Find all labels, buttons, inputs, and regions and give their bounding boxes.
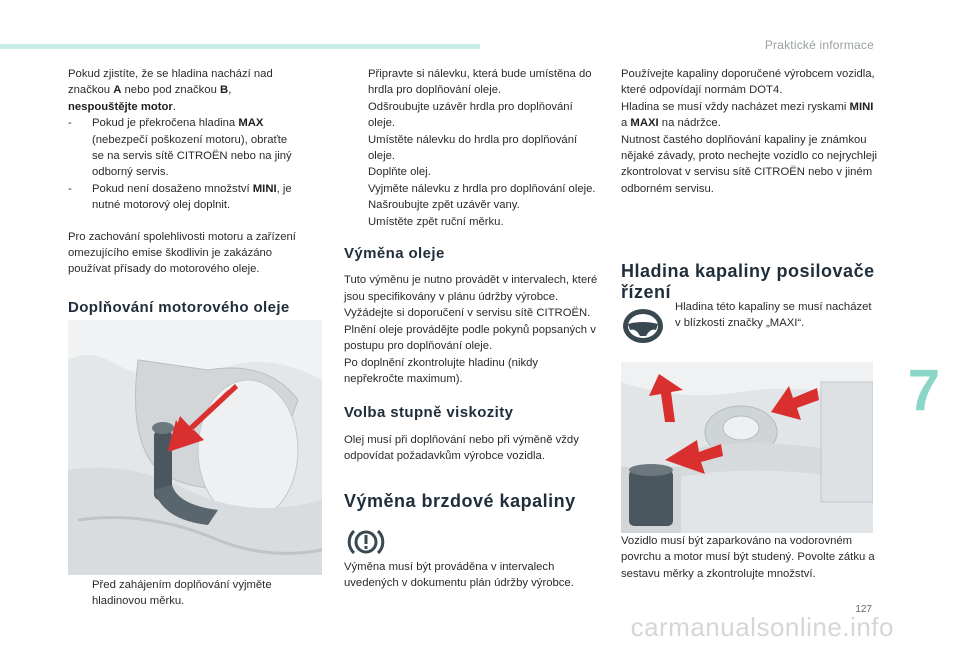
column-middle [344,66,600,512]
list-item: Před zahájením doplňování vyjměte hladinovou měrku. [92,579,272,608]
oil-change-paragraph-2: Plnění oleje provádějte podle pokynů popsaných v postupu pro doplňování oleje. [344,323,596,353]
header-accent-bar [0,44,480,49]
dot4-paragraph: Používejte kapaliny doporučené výrobcem vozidla, které odpovídají normám DOT4. [621,68,875,97]
oil-change-paragraph: Tuto výměnu je nutno provádět v intervalech, které jsou specifikovány v plánu údržby výrobce. Vyžádejte si doporučení v servisu sítě CITROËN. [344,274,598,320]
watermark: carmanualsonline.info [630,612,894,642]
list-item: Vyjměte nálevku z hrdla pro doplňování oleje. [368,182,596,195]
page-number: 127 [855,604,872,615]
column-right-bottom: Vozidlo musí být zaparkováno na vodorovném povrchu a motor musí být studený. Povolte zátku a sestavu měrky a zkontrolujte množství. [621,535,875,580]
list-item: Doplňte olej. [368,166,431,179]
column-left-bottom [68,577,300,610]
brake-fluid-text: Výměna musí být prováděna v intervalech uvedených v dokumentu plán údržby výrobce. [344,561,574,590]
heading-viscosity: Volba stupně viskozity [344,404,514,422]
steering-wheel-icon [620,306,666,346]
heading-brake-fluid: Výměna brzdové kapaliny [344,490,576,511]
list-item: Připravte si nálevku, která bude umístěna do hrdla pro doplňování oleje. [368,68,592,97]
list-item: Odšroubujte uzávěr hrdla pro doplňování oleje. [368,100,573,130]
min-max-paragraph: Hladina se musí vždy nacházet mezi ryskami MINI a MAXI na nádržce. [621,100,874,130]
viscosity-paragraph: Olej musí při doplňování nebo při výměně vždy odpovídat požadavkům výrobce vozidla. [344,433,579,463]
additives-paragraph: Pro zachování spolehlivosti motoru a zařízení omezujícího emise škodlivin je zakázáno používat přísady do motorového oleje. [68,230,296,276]
list-item: Umístěte zpět ruční měrku. [368,215,504,228]
column-right [621,66,879,303]
list-item: Našroubujte zpět uzávěr vany. [368,199,520,212]
engine-oil-filler-photo [68,320,322,575]
power-steering-reservoir-photo [621,362,873,533]
column-left [68,66,300,316]
oil-change-paragraph-3: Po doplnění zkontrolujte hladinu (nikdy nepřekročte maximum). [344,356,539,385]
intro-paragraph: Pokud zjistíte, že se hladina nachází nad značkou A nebo pod značkou B, nespouštějte motor. [68,68,273,113]
refill-steps-list [344,66,600,230]
steering-icon-note: Hladina této kapaliny se musí nacházet v blízkosti značky „MAXI“. [675,301,872,330]
section-title: Praktické informace [764,38,874,52]
chapter-number: 7 [907,358,940,423]
frequent-refill-paragraph: Nutnost častého doplňování kapaliny je známkou nějaké závady, proto nechejte vozidlo co nejrychleji zkontrolovat v servisu sítě CITROËN nebo v jiném odborném servisu. [621,133,878,195]
dash-item-mini: - Pokud není dosaženo množství MINI, je nutné motorový olej doplnit. [68,182,292,212]
heading-power-steering: Hladina kapaliny posilovače řízení [621,261,875,303]
list-item: Umístěte nálevku do hrdla pro doplňování oleje. [368,133,578,163]
brake-warning-icon [346,522,386,562]
heading-oil-refill: Doplňování motorového oleje [68,298,290,316]
heading-oil-change: Výměna oleje [344,245,445,263]
dash-item-max: - Pokud je překročena hladina MAX (nebezpečí poškození motoru), obraťte se na servis sítě CITROËN nebo na jiný odborný servis. [68,117,292,179]
